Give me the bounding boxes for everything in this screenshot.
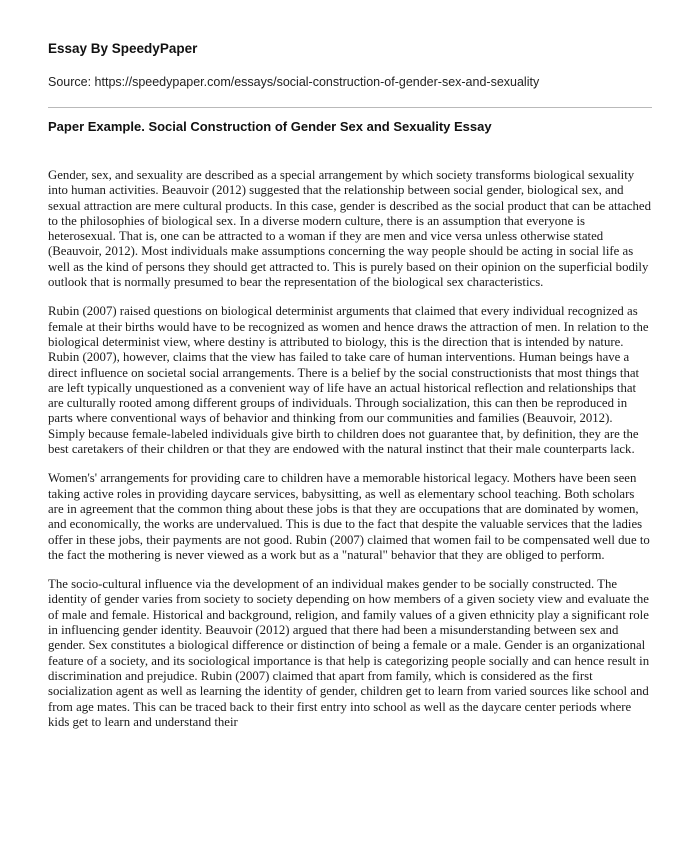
paragraph: Rubin (2007) raised questions on biological determinist arguments that claimed that every individual recognized as female at their births would have to be recognized as women and hence draws the attraction of men. In relation to the biological determinist view, where destiny is attributed to biology, this is the direction that is intended by nature. Rubin (2007), however, claims that the view has failed to take care of human interventions. Human beings have a direct influence on societal social arrangements. There is a belief by the social constructionists that most things that are left typically unquestioned as a convenient way of life have an actual historical reflection and relationships that are culturally rooted among different groups of individuals. Through socialization, this can then be reproduced in parts where conventional ways of behavior and thinking from our communities and families (Beauvoir, 2012). Simply because female-labeled individuals give birth to children does not guarantee that, by definition, they are the best caretakers of their children or that they are endowed with the natural instinct that their male counterparts lack. xyxy=(48,304,649,457)
paper-title: Paper Example. Social Construction of Gender Sex and Sexuality Essay xyxy=(48,119,492,134)
paragraph: The socio-cultural influence via the development of an individual makes gender to be socially constructed. The identity of gender varies from society to society depending on how members of a given society view and evaluate the of male and female. Historical and background, religion, and family values of a given ethnicity play a significant role in influencing gender identity. Beauvoir (2012) argued that there had been a misunderstanding between sex and gender. Sex constitutes a biological difference or distinction of being a female or a male. Gender is an organizational feature of a society, and its sociological importance is that help is categorizing people socially and can hence result in discrimination and prejudice. Rubin (2007) claimed that apart from family, which is considered as the first socialization agent as well as learning the identity of gender, children get to learn from varied sources like school and from age mates. This can be traced back to their first entry into school as well as the daycare center periods where kids get to learn and understand their xyxy=(48,577,650,729)
source-line: Source: https://speedypaper.com/essays/social-construction-of-gender-sex-and-sexuality xyxy=(48,75,540,89)
paragraph: Gender, sex, and sexuality are described as a special arrangement by which society transforms biological sexuality into human activities. Beauvoir (2012) suggested that the relationship between social gender, biological sex, and sexual attraction are mere cultural products. In this case, gender is described as the social product that can be attached to the philosophies of biological sex. In a diverse modern culture, there is an assumption that everyone is heterosexual. That is, one can be attracted to a woman if they are men and vice versa unless otherwise stated (Beauvoir, 2012). Most individuals make assumptions concerning the way people should be acting in social life as well as the kind of persons they should get attracted to. This is purely based on their opinion on the superficial bodily outlook that is normally presumed to bear the representation of the biological sex characteristics. xyxy=(48,168,651,290)
header-divider xyxy=(48,107,652,108)
essay-by-label: Essay By SpeedyPaper xyxy=(48,41,198,56)
paragraph: Women's' arrangements for providing care to children have a memorable historical legacy. Mothers have been seen taking active roles in providing daycare services, babysitting, as well as elementary school teaching. Both scholars are in agreement that the common thing about these jobs is that they are occupations that are dominated by women, and economically, the works are undervalued. This is due to the fact that despite the valuable services that the ladies offer in these jobs, their payments are not good. Rubin (2007) claimed that women fail to be compensated well due to the fact the mothering is never viewed as a work but as a "natural" behavior that they are obliged to perform. xyxy=(48,471,650,562)
document-header xyxy=(48,40,652,91)
essay-body xyxy=(48,168,652,744)
